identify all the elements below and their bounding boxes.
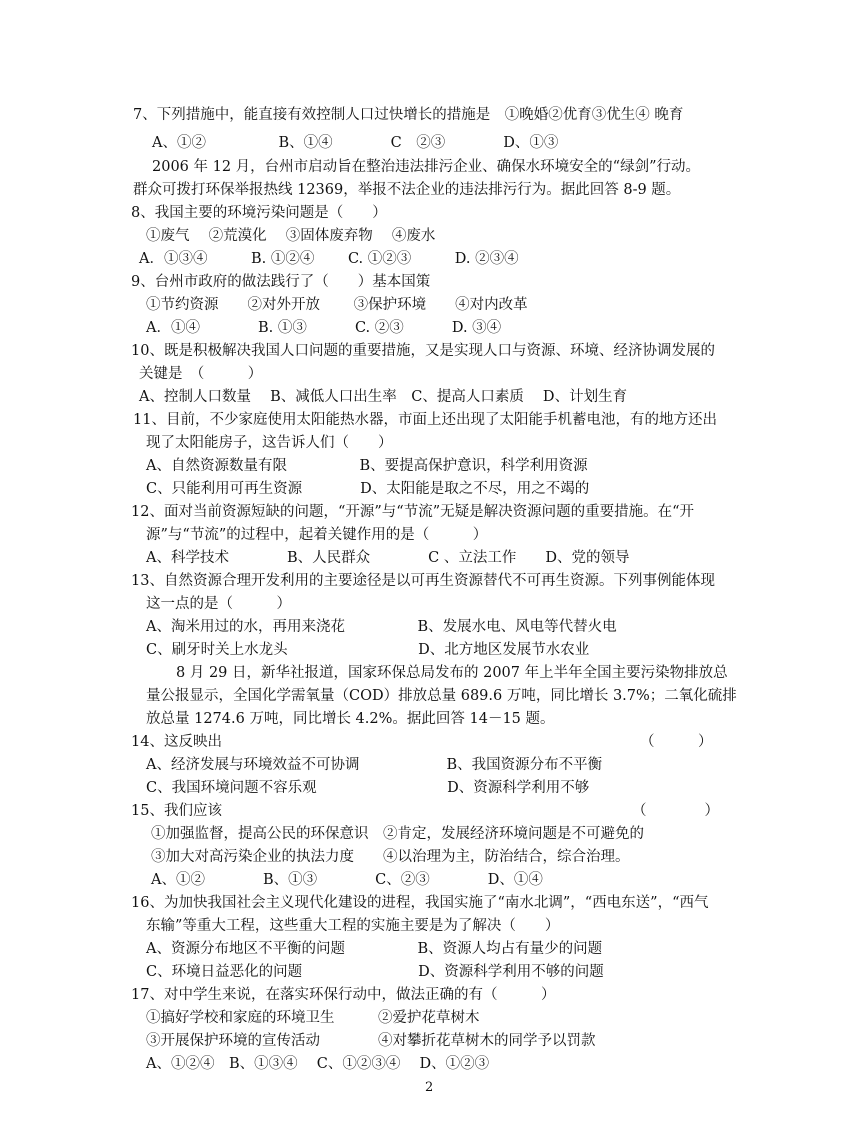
question-16-options-cd: C、环境日益恶化的问题 D、资源科学利用不够的问题 xyxy=(146,964,604,980)
question-10-stem-1: 10、既是积极解决我国人口问题的重要措施，又是实现人口与资源、环境、经济协调发展的 xyxy=(131,343,715,359)
question-9-stem: 9、台州市政府的做法践行了（ ）基本国策 xyxy=(131,274,431,290)
question-11-stem-2: 现了太阳能房子，这告诉人们（ ） xyxy=(146,435,393,451)
question-12-options: A、科学技术 B、人民群众 C 、立法工作 D、党的领导 xyxy=(146,550,630,566)
question-12-stem-1: 12、面对当前资源短缺的问题，“开源”与“节流”无疑是解决资源问题的重要措施。在“开 xyxy=(131,504,695,520)
question-16-stem-2: 东输”等重大工程，这些重大工程的实施主要是为了解决（ ） xyxy=(146,918,560,934)
passage-14-15-line-3: 放总量 1274.6 万吨，同比增长 4.2%。据此回答 14－15 题。 xyxy=(146,711,555,727)
question-11-options-ab: A、自然资源数量有限 B、要提高保护意识，科学利用资源 xyxy=(146,458,588,474)
question-17-items-1: ①搞好学校和家庭的环境卫生 ②爱护花草树木 xyxy=(146,1010,480,1026)
page-number: 2 xyxy=(425,1080,434,1095)
question-15-answer-blank: （ ） xyxy=(632,803,719,819)
question-13-stem-1: 13、自然资源合理开发利用的主要途径是以可再生资源替代不可再生资源。下列事例能体现 xyxy=(131,573,715,589)
question-15-items-2: ③加大对高污染企业的执法力度 ④以治理为主，防治结合，综合治理。 xyxy=(151,849,630,865)
question-13-stem-2: 这一点的是（ ） xyxy=(146,596,291,612)
question-13-options-cd: C、刷牙时关上水龙头 D、北方地区发展节水农业 xyxy=(146,642,590,658)
question-12-stem-2: 源”与“节流”的过程中，起着关键作用的是（ ） xyxy=(146,527,488,543)
question-14-options-cd: C、我国环境问题不容乐观 D、资源科学利用不够 xyxy=(146,780,590,796)
question-10-options: A、控制人口数量 B、减低人口出生率 C、提高人口素质 D、计划生育 xyxy=(139,389,628,405)
question-10-stem-2: 关键是 （ ） xyxy=(139,366,263,382)
question-15-stem: 15、我们应该 xyxy=(131,803,222,819)
question-9-options: A．①④ B. ①③ C. ②③ D. ③④ xyxy=(146,320,502,336)
question-16-stem-1: 16、为加快我国社会主义现代化建设的进程，我国实施了“南水北调”，“西电东送”，“西气 xyxy=(131,895,709,911)
question-14-answer-blank: （ ） xyxy=(640,734,713,750)
passage-14-15-line-2: 量公报显示，全国化学需氧量（COD）排放总量 689.6 万吨，同比增长 3.7%；二氧化硫排 xyxy=(146,688,737,704)
passage-14-15-line-1: 8 月 29 日，新华社报道，国家环保总局发布的 2007 年上半年全国主要污染物排放总 xyxy=(176,665,728,681)
question-13-options-ab: A、淘米用过的水，再用来浇花 B、发展水电、风电等代替火电 xyxy=(146,619,617,635)
passage-8-9-line-2: 群众可拨打环保举报热线 12369，举报不法企业的违法排污行为。据此回答 8-9 题。 xyxy=(133,182,681,198)
question-8-items: ①废气 ②荒漠化 ③固体废弃物 ④废水 xyxy=(146,228,436,244)
question-8-stem: 8、我国主要的环境污染问题是（ ） xyxy=(131,205,387,221)
question-11-options-cd: C、只能利用可再生资源 D、太阳能是取之不尽，用之不竭的 xyxy=(146,481,590,497)
question-8-options: A．①③④ B. ①②④ C. ①②③ D. ②③④ xyxy=(139,251,519,267)
passage-8-9-line-1: 2006 年 12 月，台州市启动旨在整治违法排污企业、确保水环境安全的“绿剑”行动。 xyxy=(152,159,701,175)
question-14-stem: 14、这反映出 xyxy=(131,734,222,750)
question-11-stem-1: 11、目前，不少家庭使用太阳能热水器，市面上还出现了太阳能手机蓄电池，有的地方还出 xyxy=(133,412,717,428)
question-15-options: A、①② B、①③ C、②③ D、①④ xyxy=(151,872,543,888)
question-7-stem: 7、下列措施中，能直接有效控制人口过快增长的措施是 ①晚婚②优育③优生④ 晚育 xyxy=(133,107,684,123)
question-17-options: A、①②④ B、①③④ C、①②③④ D、①②③ xyxy=(146,1056,490,1072)
question-7-options: A、①② B、①④ C ②③ D、①③ xyxy=(152,135,559,151)
question-16-options-ab: A、资源分布地区不平衡的问题 B、资源人均占有量少的问题 xyxy=(146,941,603,957)
question-17-stem: 17、对中学生来说，在落实环保行动中，做法正确的有（ ） xyxy=(131,987,556,1003)
question-15-items-1: ①加强监督，提高公民的环保意识 ②肯定，发展经济环境问题是不可避免的 xyxy=(151,826,644,842)
question-14-options-ab: A、经济发展与环境效益不可协调 B、我国资源分布不平衡 xyxy=(146,757,603,773)
question-9-items: ①节约资源 ②对外开放 ③保护环境 ④对内改革 xyxy=(146,297,528,313)
question-17-items-2: ③开展保护环境的宣传活动 ④对攀折花草树木的同学予以罚款 xyxy=(146,1033,596,1049)
